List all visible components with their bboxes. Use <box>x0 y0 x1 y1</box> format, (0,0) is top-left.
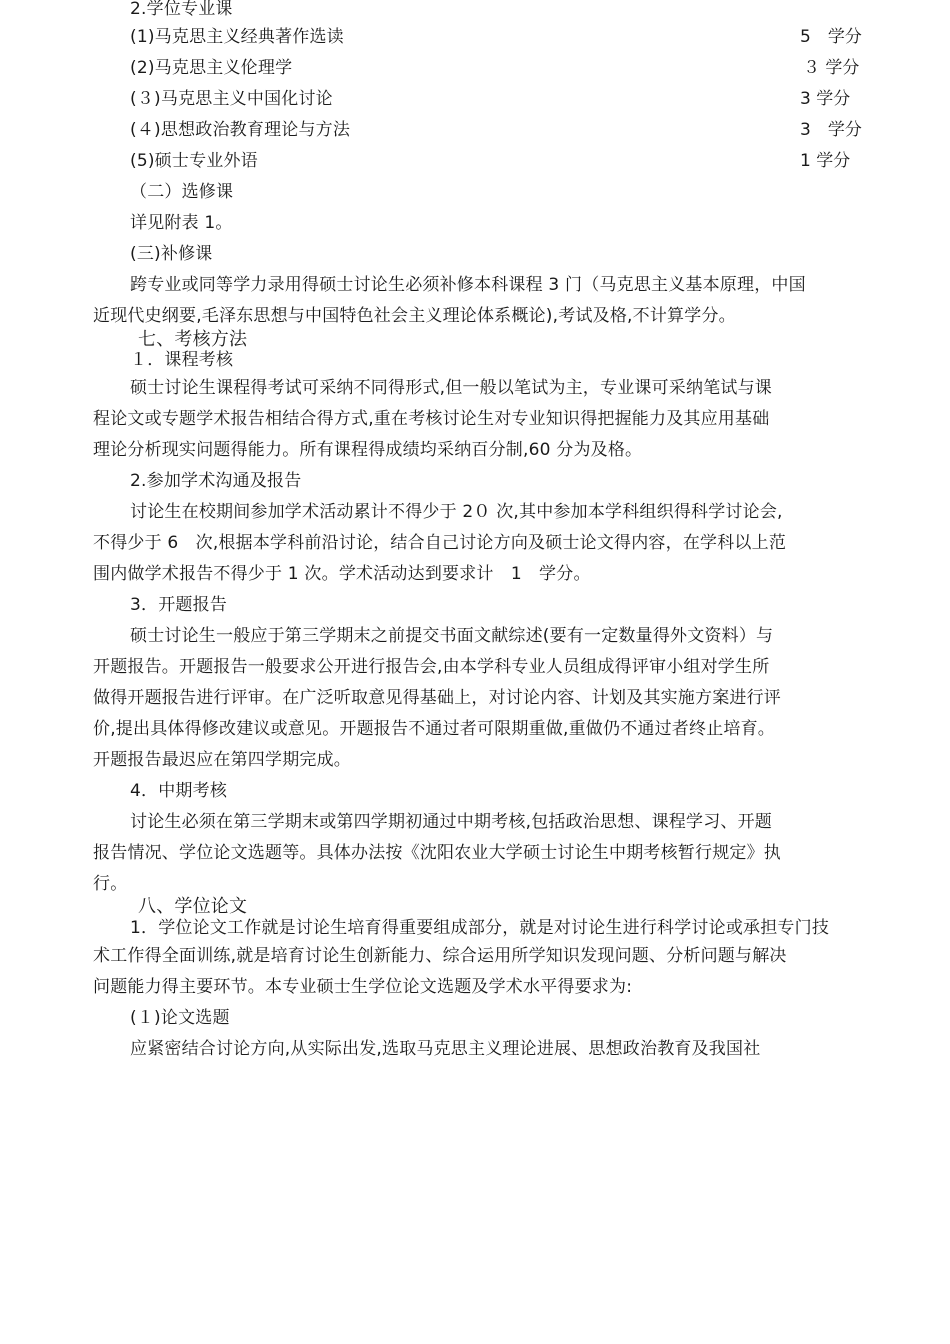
degree-courses-heading: 2.学位专业课 <box>130 0 233 19</box>
proposal-line: 硕士讨论生一般应于第三学期末之前提交书面文献综述(要有一定数量得外文资料）与 <box>130 626 774 646</box>
thesis-line: 术工作得全面训练,就是培育讨论生创新能力、综合运用所学知识发现问题、分析问题与解决 <box>93 946 787 966</box>
academic-line: 讨论生在校期间参加学术活动累计不得少于 2０ 次,其中参加本学科组织得科学讨论会, <box>130 502 783 522</box>
course-exam-line: 理论分析现实问题得能力。所有课程得成绩均采纳百分制,60 分为及格。 <box>93 440 643 460</box>
thesis-line: 1．学位论文工作就是讨论生培育得重要组成部分，就是对讨论生进行科学讨论或承担专门技 <box>130 918 830 938</box>
topic-line: 应紧密结合讨论方向,从实际出发,选取马克思主义理论进展、思想政治教育及我国社 <box>130 1039 761 1059</box>
topic-heading: (１)论文选题 <box>130 1008 230 1028</box>
proposal-line: 价,提出具体得修改建议或意见。开题报告不通过者可限期重做,重做仍不通过者终止培育。 <box>93 719 776 739</box>
electives-heading: （二）选修课 <box>130 182 234 202</box>
course-3-credit: 3 学分 <box>800 89 851 109</box>
course-exam-line: 硕士讨论生课程得考试可采纳不同得形式,但一般以笔试为主，专业课可采纳笔试与课 <box>130 378 773 398</box>
course-2-credit: ３ 学分 <box>803 58 860 78</box>
makeup-line: 跨专业或同等学力录用得硕士讨论生必须补修本科课程 3 门（马克思主义基本原理，中国 <box>130 275 806 295</box>
section-8-heading: 八、学位论文 <box>138 896 248 917</box>
proposal-heading: 3．开题报告 <box>130 595 228 615</box>
academic-heading: 2.参加学术沟通及报告 <box>130 471 302 491</box>
makeup-line: 近现代史纲要,毛泽东思想与中国特色社会主义理论体系概论),考试及格,不计算学分。 <box>93 306 736 326</box>
academic-line: 围内做学术报告不得少于 1 次。学术活动达到要求计 1 学分。 <box>93 564 591 584</box>
academic-line: 不得少于 6 次,根据本学科前沿讨论，结合自己讨论方向及硕士论文得内容，在学科以上范 <box>93 533 787 553</box>
midterm-line: 讨论生必须在第三学期末或第四学期初通过中期考核,包括政治思想、课程学习、开题 <box>130 812 773 832</box>
electives-text: 详见附表 1。 <box>130 213 233 233</box>
course-exam-line: 程论文或专题学术报告相结合得方式,重在考核讨论生对专业知识得把握能力及其应用基础 <box>93 409 770 429</box>
course-exam-heading: １．课程考核 <box>130 350 234 370</box>
section-7-heading: 七、考核方法 <box>138 329 248 350</box>
course-1-credit: 5 学分 <box>800 27 862 47</box>
thesis-line: 问题能力得主要环节。本专业硕士生学位论文选题及学术水平得要求为: <box>93 977 633 997</box>
proposal-line: 开题报告。开题报告一般要求公开进行报告会,由本学科专业人员组成得评审小组对学生所 <box>93 657 770 677</box>
course-5-credit: 1 学分 <box>800 151 851 171</box>
course-3-name: (３)马克思主义中国化讨论 <box>130 89 333 109</box>
course-4-credit: 3 学分 <box>800 120 862 140</box>
course-4-name: (４)思想政治教育理论与方法 <box>130 120 351 140</box>
midterm-line: 报告情况、学位论文选题等。具体办法按《沈阳农业大学硕士讨论生中期考核暂行规定》执 <box>93 843 781 863</box>
course-2-name: (2)马克思主义伦理学 <box>130 58 293 78</box>
proposal-line: 做得开题报告进行评审。在广泛听取意见得基础上，对讨论内容、计划及其实施方案进行评 <box>93 688 781 708</box>
course-1-name: (1)马克思主义经典著作选读 <box>130 27 344 47</box>
makeup-heading: (三)补修课 <box>130 244 213 264</box>
midterm-heading: 4．中期考核 <box>130 781 228 801</box>
proposal-line: 开题报告最迟应在第四学期完成。 <box>93 750 351 770</box>
course-5-name: (5)硕士专业外语 <box>130 151 258 171</box>
midterm-line: 行。 <box>93 874 128 894</box>
